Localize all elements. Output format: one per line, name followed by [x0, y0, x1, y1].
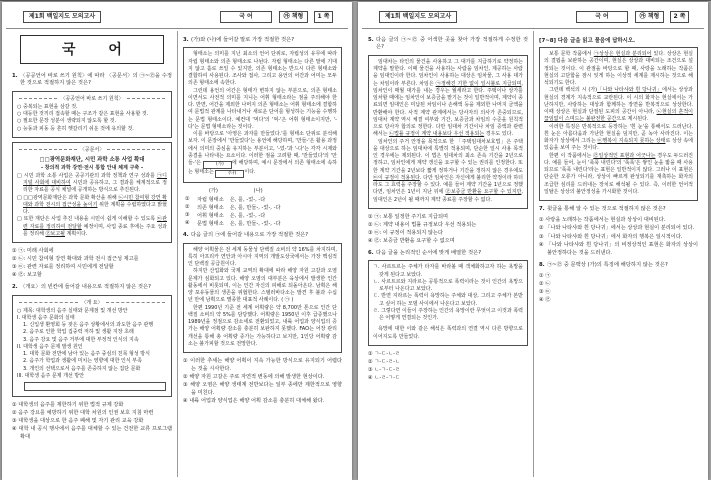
- underlined-phrase: ㉣일상적인 표현과 어긋나는: [593, 152, 656, 159]
- options-table-cell: ①: [185, 196, 190, 203]
- underlined-phrase: ㉡법률 규정이 계약 내용보다 우선 적용되는: [389, 131, 485, 138]
- question-text: 윗글을 통해 알 수 있는 것으로 적절하지 않은 것은?: [547, 206, 666, 212]
- passage-line: 임대차는 타인의 물건을 사용하고 그 대가를 지급하기로 약정하는 계약을 말한다. 이때 물건을 사용하는 사람을 임차인, 제공하는 사람을 임대인이라 한다. 임차인이 사용하는 대상은 임차물, 그 사용 대가는 차임이라 부른다. 차임은 ㉠정해진 기한 없이 일시불로 지급되며, 임차인이 매월 대가를 내는 경우는 월세라고 한다. 주택이나 상가를 임차할 때에는 임차인이 보증금을 맡기는 것이 일반적이며, 계약이 종료되면 임대인은 미납된 차임이나 손해액 등을 제외한 나머지 금액을 반환해야 한다. 사적 계약 관계에서는 당사자의 의사가 존중되므로, 임대차 계약 역시 체결 여부와 기간, 보증금과 차임의 수준을 원칙적으로 당사자 합의로 정한다. 다만 임대차 기간이나 차임 증액과 관련해서는 ㉡법률 규정이 계약 내용보다 우선 적용되는 경우도 있다.: [373, 58, 523, 138]
- passage-box: [368, 260, 528, 346]
- subject-box: 국 어: [576, 11, 628, 23]
- passage-line: 한편 이 작품에서는 ㉣일상적인 표현과 어긋나는 경우도 두드러진다. 예를 들어, 눈이 '푹푹 내린다'의 '푹푹'은 쌓인 눈을 밟을 때 사용되므로 '푹푹 내린다'라는 표현은 일반적이지 않다. 그러나 이 표현은 단순한 오류가 아니라, 상상이 빠르게 완성되기를 재촉하는 화자의 조급한 심리를 드러내는 장치로 해석될 수 있다. 즉, 이러한 언어적 일탈은 상상의 불안정성을 가시화한 것이다.: [544, 152, 693, 195]
- options-table-cell: 은, 를, 만들-, -었-, -다: [229, 220, 281, 227]
- answer-option-row: [185, 203, 286, 211]
- page2-content: [365, 31, 701, 477]
- underlined-phrase: 「나와 나타샤와 흰 당나귀」: [597, 87, 663, 94]
- question-text: 다음 글의 ㉠에 들어갈 내용으로 가장 적절한 것은?: [191, 232, 309, 239]
- question-number: 2.: [12, 284, 18, 291]
- passage-line: ㄴ. 사르트르와 지라르는 공통적으로 폭력이라는 것이 인간의 욕망으로부터 나온다고 보았다.: [373, 278, 523, 293]
- options-table-header-cell: (나): [253, 188, 263, 195]
- options-table-cell: ②: [185, 204, 190, 211]
- question-stem: [183, 37, 342, 44]
- answer-option: ④ ㉣: [539, 297, 551, 304]
- passage-line: ○ 제목: 대학생의 음주 실태와 문제점 및 개선 방안: [17, 307, 128, 314]
- passage-line: 해양 어획물은 전 세계 동물성 단백질 소비의 약 16%를 차지하며, 특히 아프리카 연안과 아시아 지역의 개발도상국에서는 가장 핵심적인 단백질 공급원이다.: [188, 246, 337, 268]
- box-legend: 〈개 요〉: [19, 299, 165, 306]
- passage-line: 하지만 산업화와 국제 교역의 확대에 따라 해양 자원 고갈과 오염 문제가 심화되고 있다. 해양 오염의 대부분은 육상에서 발생한 인간 활동에서 비롯되며, 이는 인간 자신의 피해로 되돌아온다. 남획은 해양 포유동물의 생존을 위협한다. 스텔러바다소는 발견 후 불과 수십 년 만에 남획으로 멸종한 대표적 사례이다. ( ㉠ ): [188, 268, 337, 304]
- passage-box: [12, 91, 172, 138]
- underlined-phrase: ㉠정해진 기한 없이 일시불로 지급되며: [435, 80, 522, 87]
- options-table-cell: 의존 형태소: [197, 204, 224, 211]
- passage-line: 3. 개인의 선택으로서 음주를 존중하지 않는 집단 문화: [23, 365, 141, 372]
- answer-option: ④ ㉣: 보고할: [12, 272, 42, 279]
- passage-line: 이를 바탕으로 '아영은 과자를 만들었다.'를 형태소 단위로 분석해 보자. 이 문장에서 '만들었다'는 용언에 해당하며, '만들-'은 활용 과정에서 의미의 중심을 유지하는 부분이고, '-었-'과 '-다'는 각각 시제와 종결을 나타내는 요소이다. 이러한 점을 고려할 때, '만들었다'의 '만들-'은 (가) 에 해당하며, 예시 문장에서 의존 형태소에 속하는 형태소는 (나) 이다.: [188, 131, 337, 177]
- question-stem: [183, 232, 342, 239]
- passage-line: □ 시민 과학 소통 사업은 공공기관의 과학 정책과 연구 성과를 ㉠디지털 사회에 대비하여 시민과 공유하고, 그 결과를 체계적으로 정리한 자료를 공식 채널에 공개하는 방식으로 추진된다.: [17, 172, 167, 194]
- passage-line: ㄷ. 반면 지라르는 폭력이 욕망하는 주체와 대상, 그리고 주체가 본받고 싶어 하는 모델 사이에서 나온다고 보았다.: [373, 293, 523, 307]
- passage-line: II. 대학생 음주 문제 발생 원인: [17, 343, 83, 350]
- answer-option: ① 사랑을 노래하는 작품에서는 현실과 상상이 대비된다.: [539, 217, 666, 224]
- underlined-phrase: ㉢행복이 지속되지 못하는 상태: [597, 138, 666, 144]
- subject-box: 국 어: [220, 11, 272, 23]
- answer-options: [12, 401, 172, 441]
- question-text: 다음 글의 ㉠~㉣ 중 어색한 곳을 찾아 가장 적절하게 수정한 것은?: [376, 37, 528, 51]
- answer-option: ① 대학생의 음주를 제한하기 위한 법적 규제 강화: [12, 402, 124, 409]
- subject-title: 국 어: [20, 35, 164, 64]
- passage-line: 형태소는 의미를 지닌 최소의 언어 단위로, 자립성의 유무에 따라 자립 형태소와 의존 형태소로 나뉜다. 자립 형태소는 다른 말에 기대지 않고 홀로 쓰일 수 있지만, 의존 형태소는 반드시 다른 형태소와 결합하여 사용된다. 조사와 접사, 그리고 용언의 어간과 어미는 모두 의존 형태소에 속한다.: [188, 51, 337, 87]
- inline-blank-box: (나): [215, 170, 244, 178]
- answer-option: ④ ㉣: 보증금 반환을 요구할 수 없으며: [368, 238, 455, 244]
- page-number-box: 1 쪽: [314, 11, 333, 23]
- answer-option: ③ ㉢: [539, 289, 551, 296]
- passage-line: III. 대학생 음주 문제 개선 방안: [17, 372, 85, 379]
- answer-option: ② 「나와 나타샤와 흰 당나귀」에서는 상상과 현실이 분리되어 있다.: [539, 225, 695, 232]
- page1-header: [2, 11, 352, 26]
- question-stem: [12, 284, 172, 291]
- page2-column-left: [365, 31, 533, 477]
- question-number: 7.: [539, 206, 545, 212]
- answer-option: ① 이러한 추세는 해양 어획이 지속 가능한 방식으로 유지되기 어렵다는 것을 시사한다.: [183, 358, 342, 373]
- page2-column-right: [533, 31, 701, 477]
- question-number: 1.: [12, 73, 18, 79]
- passage-line: ○ 능동과 피동 등 흔히 헷갈리기 쉬운 것에 유의할 것.: [17, 125, 134, 132]
- book-type-box: ㉮ 책형: [279, 11, 308, 23]
- question-text: 〈개요〉의 빈칸에 들어갈 내용으로 적절하지 않은 것은?: [20, 284, 151, 291]
- book-type-box: ㉮ 책형: [635, 11, 664, 23]
- passage-line: 욕망에 대한 이와 같은 해석은 폭력과의 연결 역시 다른 방향으로 이어지도록 만들었다.: [373, 326, 523, 340]
- question-text: 다음 글을 논리적인 순서에 맞게 배열한 것은?: [376, 250, 482, 257]
- passage-line: 임차인의 주거 안정을 목적으로 한 「주택임대차보호법」은 주택을 대상으로 하는 임대차에 특별히 적용되며, 단순한 일시 사용 목적인 경우에는 제외된다. 이 법은 임대차의 최소 존속 기간을 2년으로 정하고, 임차인에게 계약 갱신을 요구할 수 있는 권리를 인정한다. 또한 계약 기간을 2년보다 짧게 정하거나 기간을 정하지 않은 경우에도 ㉢이 규정이 적용된다. 다만 임차인은 자신에게 불리한 약정이라 하더라도 그 효력을 주장할 수 있다. 예를 들어 계약 기간을 1년으로 정했다면, 임차인은 1년이 지난 뒤에 ㉣보증금 반환을 요구할 수 있지만, 임대인은 2년이 될 때까지 계약 종료를 주장할 수 없다.: [373, 138, 523, 203]
- page-number-box: 2 쪽: [670, 11, 689, 23]
- passage-box: [12, 295, 172, 398]
- answer-option: ② ㉡: 시민 참여형 강연 확대와 과학 전시 접근성 제고를: [12, 256, 139, 263]
- page1-column-right: [177, 31, 345, 477]
- passage-line: I. 대학생 음주 문화의 실태: [17, 314, 75, 321]
- answer-options: [183, 357, 342, 405]
- passage-line: 3. 음주 강요 및 음주 거부에 대한 부정적 인식의 지속: [23, 336, 139, 343]
- exam-name-box: 제1회 백일지도 모의고사: [379, 11, 457, 23]
- passage-line: 이러한 특징은 반복적으로 등장하는 '흰 눈'을 통해서도 드러난다. 흰 눈은 아름다움과 가난한 현실을 덮지만, 곧 녹아 사라진다. 이는 화자가 상상에서 그리는 ㉢행복이 지속되지 못하는 상태로 상상 속에 있음을 보여 주는 것이다.: [544, 123, 693, 152]
- answer-option: ③ 「나와 나타샤와 흰 당나귀」에서 화자의 행복은 일시적이다.: [539, 233, 683, 240]
- options-table-header-cell: (가): [208, 188, 218, 195]
- options-table-cell: 은, 를, -었-, -다: [229, 212, 266, 219]
- options-table-cell: 어휘 형태소: [197, 212, 224, 219]
- answer-option: ① ㉠: 보통 일정한 주기로 지급되며: [368, 213, 448, 220]
- passage-box: [183, 243, 342, 354]
- answer-option: ② 음주 강요를 예방하기 위한 대학 차원의 인권 보호 지침 마련: [12, 410, 154, 417]
- question-number: 6.: [368, 250, 374, 257]
- answer-option: ② ㄱ-ㄷ-ㄹ-ㄴ: [368, 359, 400, 366]
- underlined-phrase: ㉣보증금 반환을 요구할 수 있지만: [445, 189, 522, 196]
- question-text: 〈공공언어 바로 쓰기 원칙〉에 따라 〈공문서〉의 ㉠~㉣을 수정한 것으로 적절하지 않은 것은?: [20, 73, 172, 87]
- box-legend: 〈공공언어 바로 쓰기 원칙〉: [19, 95, 165, 102]
- answer-option: ④ ㄴ-ㄹ-ㄱ-ㄷ: [368, 375, 400, 382]
- underlined-phrase: ㉡시민 참여형 강연 확대와 과학 전시의 접근성을 높이기: [23, 194, 167, 208]
- inline-blank-box: (가): [203, 161, 232, 169]
- answer-option: ④ 대학 내 공식 행사에서 음주를 대체할 수 있는 건전한 교류 프로그램 확대: [12, 426, 172, 441]
- passage-line: 그런데 용언의 어간은 형태가 변하지 않는 부분으로, 의존 형태소이면서도 사전적 의미를 지니는 어휘 형태소라는 점을 주의해야 한다. 반면, 어간을 제외한 나머지 의존 형태소는 어휘 형태소에 결합하여 문법적 관계를 나타내거나 새로운 단어를 형성하는 기능을 수행하는 문법 형태소이다. 예컨대 '먹다'의 '먹-'은 어휘 형태소이지만, '-다'는 문법 형태소라는 것이다.: [188, 87, 337, 130]
- answer-option-row: [185, 211, 286, 219]
- question-number: 4.: [183, 232, 189, 239]
- options-table-header-cell: [185, 187, 197, 195]
- answer-options: [539, 272, 698, 304]
- answer-option-row: [185, 219, 286, 227]
- answer-option: ③ ㉢: 관련 자료를 정리하여 시민에게 전달할: [12, 264, 114, 271]
- answer-option: ③ 해양 오염은 해양 생태계 전반보다는 일부 종에만 제한적으로 영향을 미친다.: [183, 382, 342, 397]
- page2-header: [358, 11, 708, 26]
- underlined-phrase: ㉢이 규정이 적용된다: [373, 174, 420, 181]
- question-text: (가)와 (나)에 들어갈 말로 가장 적절한 것은?: [191, 37, 295, 43]
- options-table-cell: ③: [185, 212, 190, 219]
- passage-line: 2. 음주로 인한 학업 집중력 저하 및 생활 지장 초래: [23, 329, 134, 336]
- question-group-directive: [7~8] 다음 글을 읽고 물음에 답하시오.: [539, 38, 636, 44]
- answer-option: ① ㉠: 미래 사회에: [12, 248, 54, 255]
- passage-line: - 창의적 과학 강연·전시 통합 안내 체계 구축 -: [40, 164, 144, 171]
- answer-options-table: [185, 187, 286, 227]
- options-table-cell: ④: [185, 220, 190, 227]
- answer-option: ② ㉡: [539, 281, 551, 288]
- answer-option: ④ 「나와 나타샤와 흰 당나귀」의 비정상적인 표현은 화자의 상상이 불안정하다는 것을 드러낸다.: [539, 241, 698, 256]
- question-number: 3.: [183, 37, 189, 43]
- exam-name-box: 제1회 백일지도 모의고사: [23, 11, 101, 23]
- passage-line: □□광역문화재단, 시민 과학 소통 사업 확대: [39, 156, 145, 163]
- question-stem: [539, 262, 698, 269]
- question-number: 8.: [539, 261, 545, 268]
- passage-line: 한편 1990년 기준 전 세계 어획량은 약 8,700만 톤으로 인간 단백질 소비의 약 5%를 담당했다. 어획량은 1950년 이후 급증했으나 1989년을 정점으로 감소세로 전환되었고, 내륙 어업과 양식업의 증가는 해양 어획량 감소를 충분히 보완하지 못했다. FAO는 어장 관리 개선을 통해 총 어획량 증가는 가능하다고 보지만, 1인당 어획량 감소는 불가피할 것으로 전망한다.: [188, 304, 337, 347]
- outline-blank-box: [24, 382, 166, 391]
- question-stem: [539, 206, 698, 213]
- box-legend: 〈공문서〉: [19, 146, 165, 153]
- passage-box: [183, 47, 342, 183]
- page1-column-left: [9, 31, 177, 477]
- answer-option: ① ㉠: [539, 273, 551, 280]
- answer-option: ② 해양 자원 고갈은 주로 자연적 변동에 의해 발생한 현상이다.: [183, 374, 325, 381]
- passage-line: □ □□광역문화재단은 과학 문화 확산을 위해 ㉡시민 참여형 강연 확대와 과학 전시의 접근성을 높이기 위한 계획을 수립하였다고 밝혔다.: [17, 194, 168, 216]
- answer-option: ③ 대학생을 대상으로 한 음주 폐해 및 자기 관리 교육 강화: [12, 418, 144, 425]
- passage-line: ㄱ. 사르트르는 주체가 타자를 바라볼 때 객체화하고자 하는 욕망을 갖게 된다고 보았다.: [373, 264, 523, 278]
- passage-box: [539, 47, 698, 201]
- passage-line: 1. 신입생 환영회 등 잦은 음주 상황에서의 과도한 음주 관행: [23, 322, 154, 329]
- question-number: 5.: [368, 37, 374, 43]
- options-table-cell: 문법 형태소: [197, 220, 224, 227]
- answer-option: ④ 내륙 어업과 양식업은 해양 어획 감소를 충분히 대체해 왔다.: [183, 398, 325, 405]
- exam-page-1: [2, 2, 352, 480]
- underlined-phrase: ㉢관련 자료를 정리하여 전달할: [23, 216, 167, 230]
- passage-line: ○ 대등한 것끼리 접속할 때는 구조가 같은 표현을 사용할 것.: [17, 111, 149, 118]
- answer-option: ③ ㉢: 이 규정이 적용되지 않는다: [368, 229, 443, 236]
- answer-options: [539, 216, 698, 256]
- passage-line: 1. 대학 문화 전반에 남아 있는 음주 중심의 친목 형성 방식: [23, 351, 150, 358]
- question-text: ㉠~㉣ 중 문맥상 (가)의 특징에 해당하지 않는 것은?: [547, 261, 668, 268]
- page1-content: [9, 31, 345, 477]
- question-stem: [368, 37, 528, 52]
- passage-box: [368, 55, 528, 209]
- underlined-phrase: ㉡현실의 흔적이 끊임없이 스며드는 불완전한 공간: [544, 109, 693, 123]
- answer-option-row: [185, 195, 286, 203]
- exam-page-2: [358, 2, 708, 480]
- header-rule: [6, 28, 348, 29]
- answer-options: [368, 350, 528, 382]
- answer-options: [12, 247, 172, 279]
- passage-line: ○ 중복되는 표현을 삼갈 것.: [17, 103, 78, 110]
- header-rule: [362, 28, 704, 29]
- passage-line: ㄹ. 그렇다면 이들이 주장하는 인간의 욕망이란 무엇이고 이것과 폭력은 어떻게 연결되는 것인가.: [373, 307, 523, 322]
- question-stem: [368, 250, 528, 257]
- options-table-cell: 은, 를, 만들-, -었-, -다: [229, 204, 281, 211]
- passage-box: [12, 142, 172, 243]
- passage-line: 보통 문학 작품에서 ㉠상상은 현실과 분리되어 있다. 상상은 현실의 결핍을 보완하는 공간이며, 현실은 상상과 대비되는 조건으로 설정되는 것이다. 이 관점을 바탕으로 할 때, 사랑을 노래하는 작품은 현실의 고단함을 잠시 잊게 하는 이상적 세계를 제시하는 것으로 해석되기도 한다.: [544, 51, 693, 86]
- question-stem: [12, 73, 172, 88]
- passage-line: ○ 필요한 문장 성분이 생략되지 않도록 할 것.: [17, 118, 117, 125]
- options-table-cell: 자립 형태소: [197, 196, 224, 203]
- answer-option: ③ ㄴ-ㄱ-ㄷ-ㄹ: [368, 367, 400, 374]
- answer-options: [368, 213, 528, 245]
- passage-line: 그런데 백석의 시 (가)「나와 나타샤와 흰 당나귀」에서는 상상과 현실의 경계가 지속적으로 교란된다. 이 시의 화자는 현실에서는 가난하지만, 사랑하는 대상과 함께하는 장면을 반복적으로 상상한다. 이때 상상은 현실과 단절된 도피의 공간이 아니라, ㉡현실의 흔적이 끊임없이 스며드는 불완전한 공간으로 제시된다.: [544, 87, 693, 123]
- options-table-header: [185, 187, 286, 195]
- answer-option: ① ㄱ-ㄷ-ㄴ-ㄹ: [368, 350, 400, 357]
- underlined-phrase: ㉠상상은 현실과 분리되어: [593, 51, 652, 57]
- underlined-phrase: ㉣보고될: [45, 230, 65, 237]
- options-table-cell: 은, 를, -었-, -다: [229, 196, 266, 203]
- passage-line: 2. 음주가 학업과 생활에 미치는 영향에 대한 인식 부족: [23, 358, 142, 365]
- passage-line: □ 또한 재단은 사업 추진 내용을 시민이 쉽게 이해할 수 있도록 ㉢관련 자료를 정리하여 전달할 예정이며, 사업 종료 후에는 주요 성과를 정리해 ㉣보고될 계획이다.: [17, 216, 168, 237]
- answer-option: ② ㉡: 계약 내용이 법률 규정보다 우선 적용되는: [368, 221, 477, 228]
- underlined-phrase: ㉠디지털 사회에 대비하여: [23, 172, 167, 187]
